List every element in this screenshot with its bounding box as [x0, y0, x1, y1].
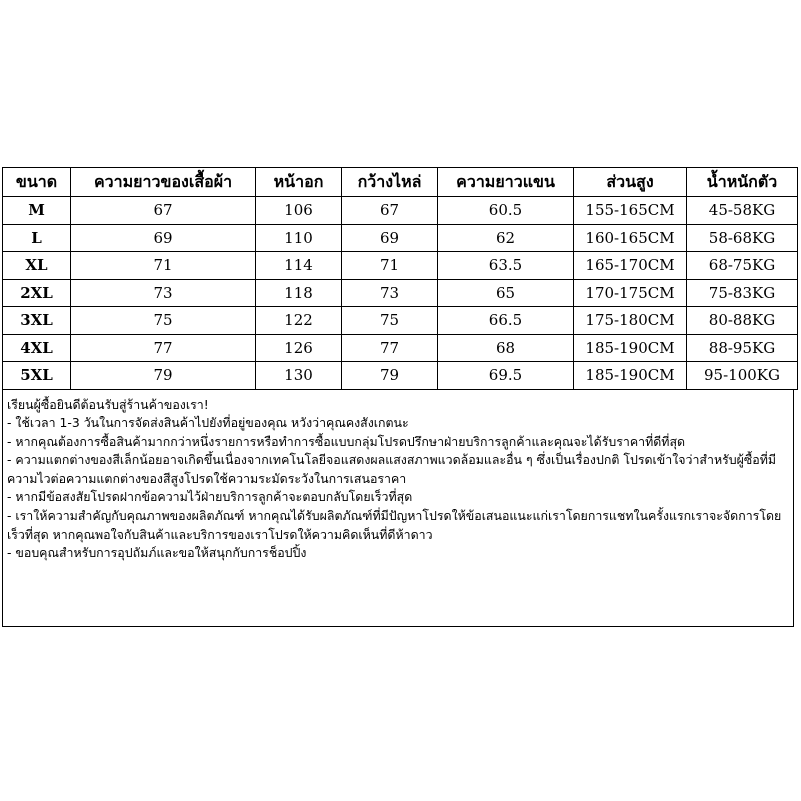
cell-weight: 75-83KG	[687, 279, 798, 307]
cell-shoulder-width: 79	[342, 362, 438, 390]
cell-size: 5XL	[3, 362, 71, 390]
cell-weight: 80-88KG	[687, 307, 798, 335]
cell-sleeve-length: 63.5	[438, 252, 574, 280]
cell-height: 155-165CM	[574, 197, 687, 225]
header-garment-length: ความยาวของเสื้อผ้า	[71, 168, 256, 197]
cell-size: XL	[3, 252, 71, 280]
table-row	[3, 252, 798, 280]
note-item: - หากคุณต้องการซื้อสินค้ามากกว่าหนึ่งรายการหรือทำการซื้อแบบกลุ่มโปรดปรึกษาฝ่ายบริการลูกค้าและคุณจะได้รับราคาที่ดีที่สุด	[7, 433, 686, 449]
cell-sleeve-length: 68	[438, 334, 574, 362]
cell-height: 165-170CM	[574, 252, 687, 280]
cell-chest: 118	[256, 279, 342, 307]
cell-shoulder-width: 73	[342, 279, 438, 307]
notes-greeting: เรียนผู้ซื้อยินดีต้อนรับสู่ร้านค้าของเรา!	[7, 396, 209, 412]
size-chart-sheet	[2, 167, 797, 627]
note-item: - หากมีข้อสงสัยโปรดฝากข้อความไว้ฝ่ายบริการลูกค้าจะตอบกลับโดยเร็วที่สุด	[7, 489, 413, 505]
notes-list	[7, 414, 789, 563]
header-weight: น้ำหนักตัว	[687, 168, 798, 197]
cell-size: 2XL	[3, 279, 71, 307]
cell-chest: 130	[256, 362, 342, 390]
cell-sleeve-length: 62	[438, 224, 574, 252]
cell-garment-length: 79	[71, 362, 256, 390]
cell-height: 185-190CM	[574, 334, 687, 362]
header-height: ส่วนสูง	[574, 168, 687, 197]
cell-shoulder-width: 75	[342, 307, 438, 335]
table-row	[3, 197, 798, 225]
cell-sleeve-length: 66.5	[438, 307, 574, 335]
cell-shoulder-width: 67	[342, 197, 438, 225]
cell-chest: 126	[256, 334, 342, 362]
size-table	[2, 167, 798, 390]
cell-size: M	[3, 197, 71, 225]
cell-weight: 95-100KG	[687, 362, 798, 390]
cell-height: 160-165CM	[574, 224, 687, 252]
cell-sleeve-length: 65	[438, 279, 574, 307]
cell-chest: 122	[256, 307, 342, 335]
cell-garment-length: 69	[71, 224, 256, 252]
header-size: ขนาด	[3, 168, 71, 197]
cell-shoulder-width: 69	[342, 224, 438, 252]
table-row	[3, 279, 798, 307]
header-shoulder-width: กว้างไหล่	[342, 168, 438, 197]
notes-box	[2, 390, 794, 627]
cell-chest: 114	[256, 252, 342, 280]
table-row	[3, 362, 798, 390]
note-item: - ขอบคุณสำหรับการอุปถัมภ์และขอให้สนุกกับการช็อปปิ้ง	[7, 545, 307, 561]
table-row	[3, 224, 798, 252]
note-item: - ใช้เวลา 1-3 วันในการจัดส่งสินค้าไปยังที่อยู่ของคุณ หวังว่าคุณคงสังเกตนะ	[7, 415, 409, 431]
cell-chest: 110	[256, 224, 342, 252]
cell-garment-length: 71	[71, 252, 256, 280]
header-chest: หน้าอก	[256, 168, 342, 197]
cell-height: 175-180CM	[574, 307, 687, 335]
cell-sleeve-length: 69.5	[438, 362, 574, 390]
cell-garment-length: 67	[71, 197, 256, 225]
table-row	[3, 307, 798, 335]
table-row	[3, 334, 798, 362]
cell-sleeve-length: 60.5	[438, 197, 574, 225]
cell-garment-length: 73	[71, 279, 256, 307]
cell-shoulder-width: 77	[342, 334, 438, 362]
cell-weight: 45-58KG	[687, 197, 798, 225]
table-body	[3, 197, 798, 390]
cell-weight: 68-75KG	[687, 252, 798, 280]
cell-height: 185-190CM	[574, 362, 687, 390]
note-item: - ความแตกต่างของสีเล็กน้อยอาจเกิดขึ้นเนื่องจากเทคโนโลยีจอแสดงผลแสงสภาพแวดล้อมและอื่น ๆ ซึ่งเป็นเรื่องปกติ โปรดเข้าใจว่าสำหรับผู้ซื้อที่มีความไวต่อความแตกต่างของสีสูงโปรดใช้ความระมัดระวังในการเสนอราคา	[7, 452, 777, 486]
cell-garment-length: 75	[71, 307, 256, 335]
cell-size: 4XL	[3, 334, 71, 362]
note-item: - เราให้ความสำคัญกับคุณภาพของผลิตภัณฑ์ หากคุณได้รับผลิตภัณฑ์ที่มีปัญหาโปรดให้ข้อเสนอแนะแก่เราโดยการแชทในครั้งแรกเราจะจัดการโดยเร็วที่สุด หากคุณพอใจกับสินค้าและบริการของเราโปรดให้ความคิดเห็นที่ดีห้าดาว	[7, 508, 782, 542]
cell-size: L	[3, 224, 71, 252]
table-header-row	[3, 168, 798, 197]
cell-shoulder-width: 71	[342, 252, 438, 280]
cell-chest: 106	[256, 197, 342, 225]
cell-garment-length: 77	[71, 334, 256, 362]
header-sleeve-length: ความยาวแขน	[438, 168, 574, 197]
cell-size: 3XL	[3, 307, 71, 335]
cell-weight: 88-95KG	[687, 334, 798, 362]
cell-weight: 58-68KG	[687, 224, 798, 252]
cell-height: 170-175CM	[574, 279, 687, 307]
